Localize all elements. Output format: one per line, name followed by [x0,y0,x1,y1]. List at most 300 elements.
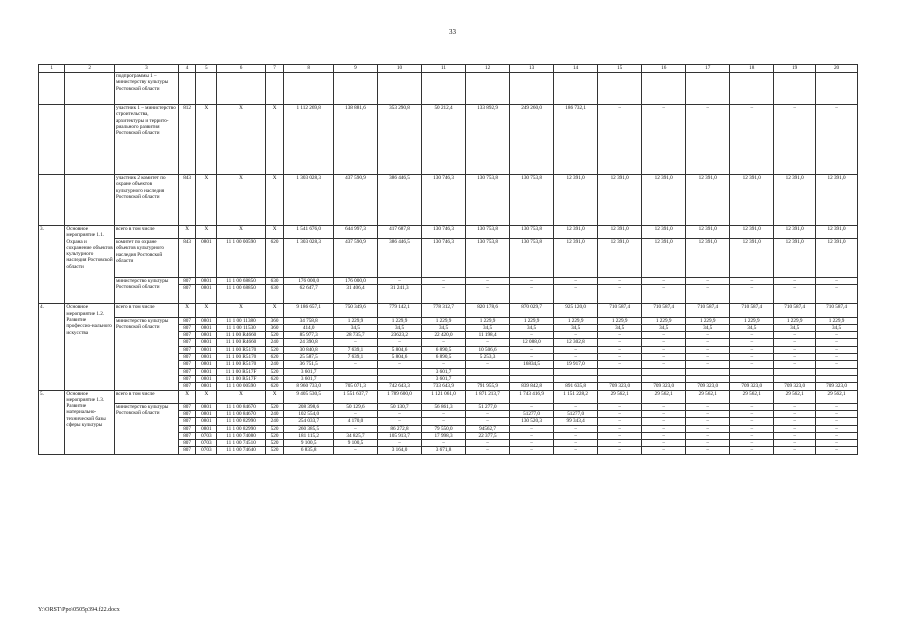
table-cell: – [774,418,816,425]
table-cell: – [510,403,554,410]
table-cell: 130 746,3 [422,239,466,277]
table-cell: 208 398,6 [284,403,334,410]
column-number: 13 [510,65,554,73]
table-cell: – [686,432,730,439]
table-cell: 130 753,8 [466,174,510,225]
table-cell: 0801 [196,339,217,346]
table-cell: министерство культуры Ростовской области [114,403,178,454]
table-cell: – [816,418,858,425]
table-cell: 1 789 600,0 [377,390,421,403]
table-cell: 25 587,5 [284,354,334,361]
table-cell: – [333,339,377,346]
table-cell: Х [265,225,284,238]
table-cell: 12 302,8 [554,339,598,346]
table-cell: 29 562,1 [598,390,642,403]
table-cell: 0801 [196,284,217,304]
table-cell: – [686,440,730,447]
table-cell [333,368,377,375]
table-cell [217,73,265,105]
table-cell: 176 000,0 [284,277,334,284]
table-cell: – [686,332,730,339]
table-cell: – [774,411,816,418]
table-cell: 520 [265,403,284,410]
table-cell [39,73,65,105]
table-cell: – [466,361,510,368]
table-cell: 709 323,0 [816,383,858,390]
table-cell: 11 1 00 82990 [217,418,265,425]
column-number: 16 [642,65,686,73]
table-cell: 437 590,9 [333,239,377,277]
table-cell: 1 229,9 [377,317,421,324]
table-cell: – [730,432,774,439]
table-cell [774,368,816,375]
table-cell: – [730,418,774,425]
table-cell [333,375,377,382]
table-cell: 925 120,0 [554,304,598,317]
table-cell: – [377,277,421,284]
table-cell: – [816,440,858,447]
table-cell: – [466,339,510,346]
table-cell: 34,5 [598,324,642,331]
table-cell: Х [217,174,265,225]
table-row [39,304,858,317]
table-cell: 417 687,8 [377,225,421,238]
table-cell: 0703 [196,432,217,439]
table-cell [686,368,730,375]
table-cell: – [730,361,774,368]
table-cell: 12 088,0 [510,339,554,346]
table-cell: 11 198,4 [466,332,510,339]
table-cell: 644 997,3 [333,225,377,238]
table-header-row [39,65,858,73]
table-cell: 812 [178,105,196,175]
table-cell: 710 587,4 [774,304,816,317]
table-cell: – [774,339,816,346]
table-cell: – [642,346,686,353]
table-cell: 1 229,9 [554,317,598,324]
table-cell: 353 290,8 [377,105,421,175]
table-cell: Х [265,174,284,225]
table-cell: 5 804,6 [377,354,421,361]
table-row [39,73,858,105]
table-cell: – [816,354,858,361]
table-cell: – [686,403,730,410]
table-cell: 12 391,0 [730,239,774,277]
table-cell [510,368,554,375]
table-cell: 0801 [196,354,217,361]
table-cell: 34,5 [730,324,774,331]
table-cell: 807 [178,332,196,339]
table-cell: 9 405 530,5 [284,390,334,403]
column-number: 12 [466,65,510,73]
table-cell: 709 323,0 [642,383,686,390]
table-cell: 34,5 [333,324,377,331]
table-cell: 1 303 028,3 [284,239,334,277]
table-cell: – [816,277,858,284]
table-cell: Х [196,105,217,175]
table-cell: – [816,339,858,346]
table-cell: – [642,418,686,425]
table-cell: 176 000,0 [333,277,377,284]
table-cell: – [422,339,466,346]
table-cell: 12 391,0 [686,239,730,277]
table-cell: – [510,346,554,353]
table-cell: 186 732,1 [554,105,598,175]
table-cell: 11 1 00 82990 [217,425,265,432]
table-cell: 807 [178,418,196,425]
table-cell: министерство культуры Ростовской области [114,277,178,304]
table-cell: 1 229,9 [774,317,816,324]
table-cell: Х [178,225,196,238]
table-cell: – [686,354,730,361]
table-cell: Х [217,105,265,175]
column-number: 19 [774,65,816,73]
table-cell: 4. [39,304,65,390]
table-cell [730,73,774,105]
table-cell: – [816,361,858,368]
table-cell: 710 587,4 [598,304,642,317]
column-number: 3 [114,65,178,73]
table-cell [377,375,421,382]
table-cell: 839 842,8 [510,383,554,390]
table-cell: 130 746,3 [422,225,466,238]
table-row [39,105,858,175]
table-cell: 62 647,7 [284,284,334,304]
table-cell: 240 [265,361,284,368]
table-cell: 520 [265,432,284,439]
column-number: 8 [284,65,334,73]
table-cell: 779 142,1 [377,304,421,317]
table-cell: 34,5 [466,324,510,331]
table-cell: – [466,447,510,454]
table-cell: 10 506,6 [466,346,510,353]
table-cell [377,368,421,375]
column-number: 9 [333,65,377,73]
table-cell: – [377,418,421,425]
table-row [39,174,858,225]
table-cell: 12 391,0 [554,239,598,277]
table-cell: 34,5 [510,324,554,331]
table-cell: – [554,354,598,361]
table-cell: 1 121 061,0 [422,390,466,403]
table-cell: 56 861,3 [422,403,466,410]
table-cell: – [686,105,730,175]
table-cell: 1 551 637,7 [333,390,377,403]
table-cell: – [510,332,554,339]
table-cell: 0703 [196,440,217,447]
table-cell: – [816,425,858,432]
table-cell: комитет по охране объектов культурного наследия Ростовской области [114,239,178,277]
table-cell: 386 446,5 [377,239,421,277]
table-cell: 11 1 00 R5170 [217,361,265,368]
table-cell [65,73,115,105]
table-cell: 130 753,8 [466,239,510,277]
table-cell: 36 751,5 [284,361,334,368]
table-cell: 3 671,8 [422,447,466,454]
table-cell: 414,0 [284,324,334,331]
table-cell: 11 1 00 R517F [217,375,265,382]
table-cell: – [466,284,510,304]
table-cell: – [422,284,466,304]
table-cell: – [686,361,730,368]
table-cell: – [642,440,686,447]
table-cell: – [774,440,816,447]
table-cell: – [730,105,774,175]
table-cell: 31 241,3 [377,284,421,304]
table-cell: 30 840,8 [284,346,334,353]
table-cell: 50 129,6 [333,403,377,410]
table-cell: – [816,346,858,353]
table-cell: 34,5 [422,324,466,331]
table-cell: 7 639,1 [333,354,377,361]
table-cell [510,73,554,105]
table-cell: – [730,425,774,432]
table-cell: – [377,361,421,368]
table-cell: 710 587,4 [686,304,730,317]
table-cell: 12 391,0 [774,239,816,277]
table-cell: 1 151 228,2 [554,390,598,403]
table-cell: 6 835,8 [284,447,334,454]
table-cell: – [598,361,642,368]
table-cell: 360 [265,317,284,324]
table-cell: 520 [265,368,284,375]
table-cell: – [598,411,642,418]
table-cell: – [466,411,510,418]
table-cell: 12 391,0 [686,174,730,225]
table-cell: – [730,346,774,353]
table-cell: – [642,425,686,432]
table-cell: 12 391,0 [686,225,730,238]
table-cell: – [774,105,816,175]
table-cell: 742 643,3 [377,383,421,390]
table-cell: – [554,425,598,432]
table-cell: – [686,346,730,353]
table-cell: 705 071,3 [333,383,377,390]
table-cell: 254 033,7 [284,418,334,425]
table-cell: 29 562,1 [816,390,858,403]
table-cell [510,375,554,382]
table-cell: 1 112 269,8 [284,105,334,175]
table-cell: 130 753,8 [510,225,554,238]
table-cell: участник 2 комитет по охране объектов культурного наследия Ростовской области [114,174,178,225]
table-cell: 240 [265,418,284,425]
table-cell: 1 229,9 [510,317,554,324]
table-cell [730,368,774,375]
table-cell: 5 253,3 [466,354,510,361]
table-cell [39,105,65,175]
table-cell: – [774,277,816,284]
table-cell: 0703 [196,447,217,454]
table-cell: 240 [265,339,284,346]
table-cell: 1 229,9 [598,317,642,324]
table-cell: 11 1 00 11530 [217,324,265,331]
table-cell: 807 [178,403,196,410]
table-cell [554,375,598,382]
table-cell: – [510,284,554,304]
table-cell: 1 229,9 [816,317,858,324]
table-cell [196,73,217,105]
table-cell [774,375,816,382]
table-cell: всего в том числе [114,225,178,238]
table-cell: – [422,440,466,447]
column-number: 1 [39,65,65,73]
column-number: 14 [554,65,598,73]
table-cell: – [554,447,598,454]
column-number: 7 [265,65,284,73]
table-cell: 0801 [196,317,217,324]
table-cell: 11 1 00 R5170 [217,346,265,353]
table-cell: 34,5 [642,324,686,331]
table-cell: 11 1 00 00590 [217,239,265,277]
table-cell: 1 229,9 [686,317,730,324]
table-cell: 891 635,8 [554,383,598,390]
table-row [39,390,858,403]
table-cell: – [730,339,774,346]
column-number: 10 [377,65,421,73]
table-cell: – [774,332,816,339]
table-cell: 360 [265,324,284,331]
table-cell: 3 601,7 [284,368,334,375]
table-cell [466,375,510,382]
column-number: 15 [598,65,642,73]
table-cell: 620 [265,375,284,382]
table-cell: – [642,432,686,439]
table-cell: 1 229,9 [333,317,377,324]
table-cell: – [774,284,816,304]
table-cell: Х [265,304,284,317]
table-cell: 11 1 00 84670 [217,403,265,410]
table-cell: – [642,277,686,284]
table-cell: 520 [265,447,284,454]
table-cell: Х [265,105,284,175]
table-cell: 750 349,6 [333,304,377,317]
table-cell: – [774,432,816,439]
table-cell: Х [196,225,217,238]
table-cell: – [730,284,774,304]
table-cell: – [510,277,554,284]
table-cell: – [598,403,642,410]
table-cell: 0801 [196,324,217,331]
table-cell: – [598,105,642,175]
table-cell: 240 [265,411,284,418]
table-cell: 6 890,5 [422,354,466,361]
table-cell: 0801 [196,403,217,410]
table-cell: 620 [265,354,284,361]
table-cell: 34,5 [554,324,598,331]
table-cell [774,73,816,105]
table-cell [466,73,510,105]
table-cell: – [730,447,774,454]
table-cell: 807 [178,277,196,284]
table-cell: 50 212,4 [422,105,466,175]
table-cell: 34 825,7 [333,432,377,439]
table-cell: 0801 [196,418,217,425]
table-cell: 11 1 00 11380 [217,317,265,324]
table-cell: Х [196,390,217,403]
table-cell [65,174,115,225]
table-cell: 1 871 213,7 [466,390,510,403]
table-cell [816,73,858,105]
table-cell: 12 391,0 [554,174,598,225]
table-cell: 3 601,7 [422,375,466,382]
table-cell: – [642,447,686,454]
table-cell: 807 [178,317,196,324]
table-cell [65,105,115,175]
column-number: 2 [65,65,115,73]
table-cell: 0801 [196,277,217,284]
table-cell: – [774,447,816,454]
table-cell: 22 377,5 [466,432,510,439]
table-cell: 12 391,0 [730,225,774,238]
table-cell: 1 541 676,0 [284,225,334,238]
table-cell: – [774,361,816,368]
table-cell: – [816,284,858,304]
table-cell: – [510,447,554,454]
table-cell: 12 391,0 [598,225,642,238]
table-cell: 807 [178,447,196,454]
table-cell: 12 391,0 [816,225,858,238]
table-cell [39,174,65,225]
table-cell: 99 343,4 [554,418,598,425]
table-cell: 11 1 00 R517F [217,368,265,375]
table-cell: 12 391,0 [816,239,858,277]
table-cell: 3 164,0 [377,447,421,454]
table-cell: – [816,411,858,418]
table-cell: 807 [178,411,196,418]
table-cell: 0801 [196,425,217,432]
table-cell: – [554,332,598,339]
table-row [39,225,858,238]
table-cell: 34 758,8 [284,317,334,324]
table-cell: – [554,440,598,447]
table-cell: 710 587,4 [816,304,858,317]
table-cell: – [642,284,686,304]
column-number: 4 [178,65,196,73]
table-cell: 1 743 416,9 [510,390,554,403]
table-cell: 843 [178,174,196,225]
table-cell: 12 391,0 [598,239,642,277]
table-cell: 807 [178,368,196,375]
table-cell: – [598,440,642,447]
table-cell: 807 [178,284,196,304]
table-cell: – [686,339,730,346]
table-cell [598,375,642,382]
table-cell: – [642,361,686,368]
table-cell: 9 100,5 [284,440,334,447]
table-cell: 807 [178,383,196,390]
table-cell: – [642,105,686,175]
table-cell: всего в том числе [114,304,178,317]
table-cell: – [598,339,642,346]
table-cell: 19 917,0 [554,361,598,368]
table-cell: 5. [39,390,65,454]
table-cell [730,375,774,382]
table-cell: 6 890,5 [422,346,466,353]
column-number: 18 [730,65,774,73]
table-cell: – [642,403,686,410]
table-cell: 11 1 00 74510 [217,440,265,447]
table-cell: 24 390,8 [284,339,334,346]
table-cell: – [816,105,858,175]
table-cell: 807 [178,361,196,368]
table-cell: 5 804,6 [377,346,421,353]
table-cell: – [598,346,642,353]
table-cell: 3 601,7 [284,375,334,382]
table-cell: – [642,332,686,339]
table-cell: 34,5 [686,324,730,331]
table-cell: – [816,447,858,454]
table-cell: 12 391,0 [730,174,774,225]
